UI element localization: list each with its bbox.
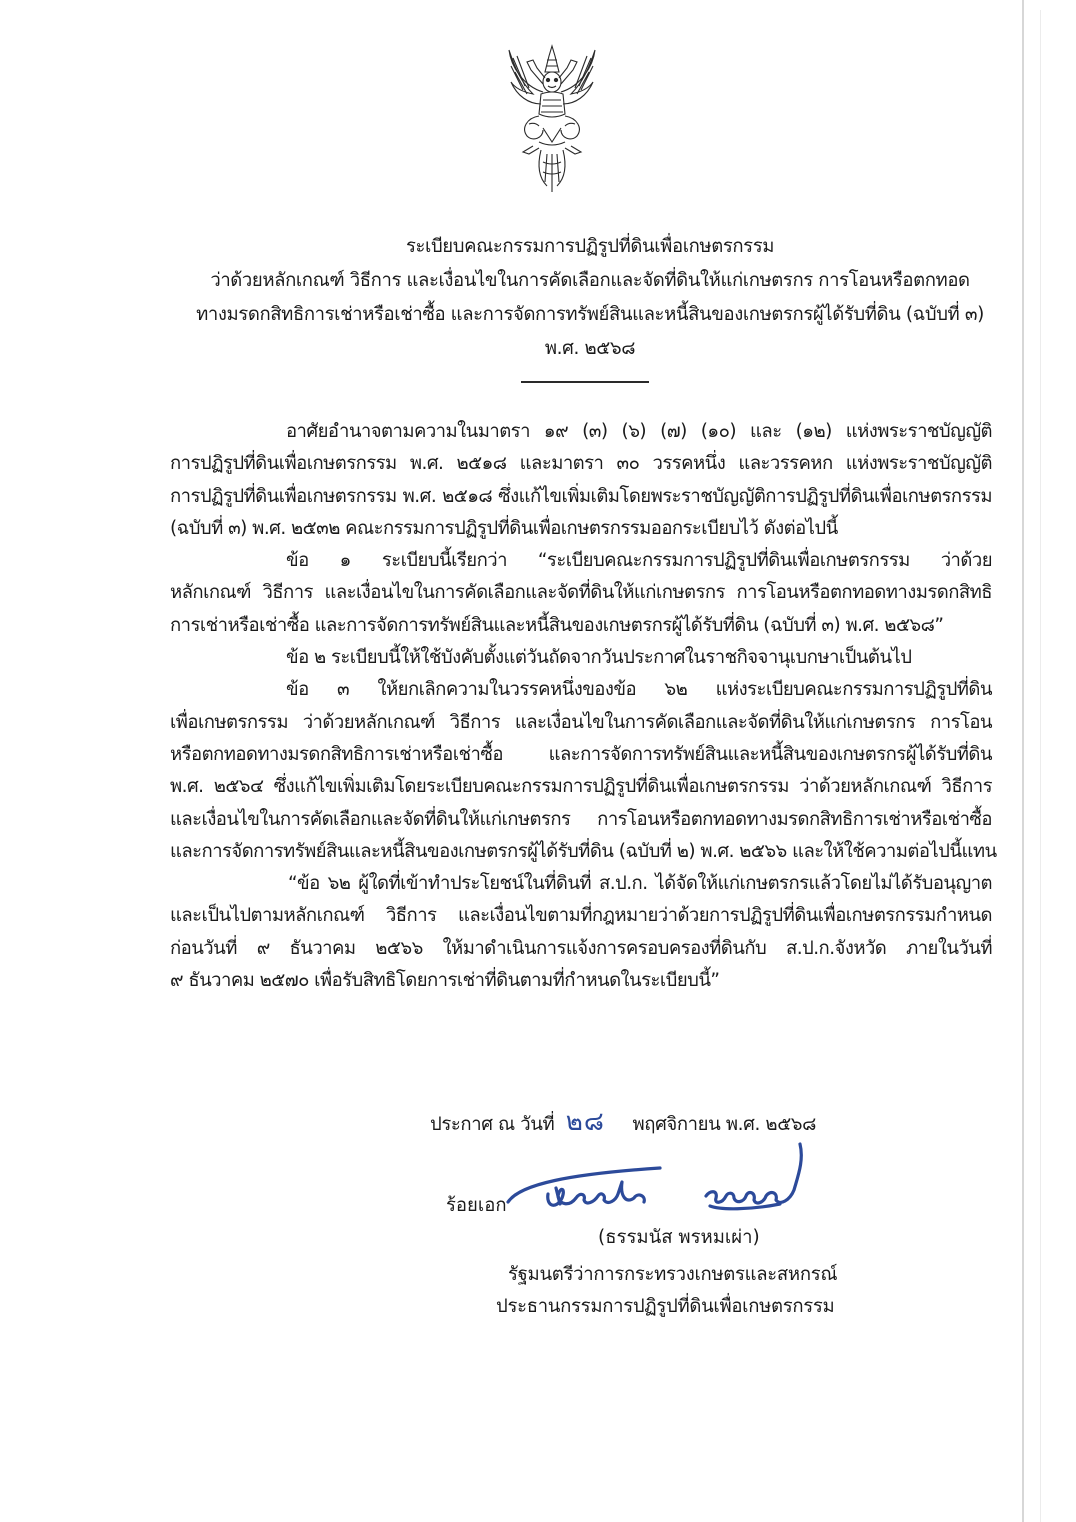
- preamble-line: การปฏิรูปที่ดินเพื่อเกษตรกรรม พ.ศ. ๒๕๑๘ ซึ่งแก้ไขเพิ่มเติมโดยพระราชบัญญัติการปฏิรูปที่ดินเพื่อเกษตรกรรม: [170, 485, 992, 507]
- clause-3-line: หรือตกทอดทางมรดกสิทธิการเช่าหรือเช่าซื้อ และการจัดการทรัพย์สินและหนี้สินของเกษตรกรผู้ได้รับที่ดิน: [170, 743, 992, 765]
- quoted-clause-line: ก่อนวันที่ ๙ ธันวาคม ๒๕๖๖ ให้มาดำเนินการแจ้งการครอบครองที่ดินกับ ส.ป.ก.จังหวัด ภายในวันที่: [170, 937, 992, 959]
- scan-page-edge: [1022, 0, 1024, 1522]
- signatory-position-chairman: ประธานกรรมการปฏิรูปที่ดินเพื่อเกษตรกรรม: [496, 1296, 835, 1317]
- clause-3-line: และการจัดการทรัพย์สินและหนี้สินของเกษตรกรผู้ได้รับที่ดิน (ฉบับที่ ๒) พ.ศ. ๒๕๖๖ และให้ใช้ความต่อไปนี้แทน: [170, 840, 997, 862]
- signatory-position-minister: รัฐมนตรีว่าการกระทรวงเกษตรและสหกรณ์: [508, 1264, 838, 1285]
- quoted-clause-line: “ข้อ ๖๒ ผู้ใดที่เข้าทำประโยชน์ในที่ดินที่ ส.ป.ก. ได้จัดให้แก่เกษตรกรแล้วโดยไม่ได้รับอนุญาต: [288, 873, 992, 895]
- clause-3: [170, 674, 997, 868]
- title-year: พ.ศ. ๒๕๖๘: [544, 338, 636, 359]
- title-line-1: ระเบียบคณะกรรมการปฏิรูปที่ดินเพื่อเกษตรกรรม: [405, 236, 775, 257]
- document-title: [150, 230, 1030, 366]
- announcement-month-year: พฤศจิกายน พ.ศ. ๒๕๖๘: [632, 1114, 817, 1135]
- announcement-prefix: ประกาศ ณ วันที่: [430, 1114, 555, 1135]
- announcement-day-handwritten: ๒๘: [565, 1107, 605, 1137]
- quoted-clause-62: [170, 868, 992, 997]
- signatory-rank: ร้อยเอก: [446, 1195, 507, 1216]
- signatory-name: (ธรรมนัส พรหมเผ่า): [598, 1227, 760, 1248]
- scan-page-edge-secondary: [1040, 10, 1041, 1522]
- clause-2-line: ข้อ ๒ ระเบียบนี้ให้ใช้บังคับตั้งแต่วันถัดจากวันประกาศในราชกิจจานุเบกษาเป็นต้นไป: [286, 647, 912, 669]
- preamble-line: การปฏิรูปที่ดินเพื่อเกษตรกรรม พ.ศ. ๒๕๑๘ และมาตรา ๓๐ วรรคหนึ่ง และวรรคหก แห่งพระราชบัญญัติ: [170, 453, 992, 475]
- garuda-emblem-icon: [503, 42, 601, 202]
- clause-3-line: พ.ศ. ๒๕๖๔ ซึ่งแก้ไขเพิ่มเติมโดยระเบียบคณะกรรมการปฏิรูปที่ดินเพื่อเกษตรกรรม ว่าด้วยหลักเกณฑ์ วิธีการ: [170, 776, 992, 798]
- clause-3-line: ข้อ ๓ ให้ยกเลิกความในวรรคหนึ่งของข้อ ๖๒ แห่งระเบียบคณะกรรมการปฏิรูปที่ดิน: [286, 679, 992, 701]
- document-body: [170, 416, 997, 997]
- quoted-clause-line: และเป็นไปตามหลักเกณฑ์ วิธีการ และเงื่อนไขตามที่กฎหมายว่าด้วยการปฏิรูปที่ดินเพื่อเกษตรกรรมกำหนด: [170, 905, 992, 927]
- announcement-date: [430, 1105, 816, 1142]
- clause-1-line: การเช่าหรือเช่าซื้อ และการจัดการทรัพย์สินและหนี้สินของเกษตรกรผู้ได้รับที่ดิน (ฉบับที่ ๓) พ.ศ. ๒๕๖๘”: [170, 614, 944, 636]
- preamble-line: (ฉบับที่ ๓) พ.ศ. ๒๕๓๒ คณะกรรมการปฏิรูปที่ดินเพื่อเกษตรกรรมออกระเบียบไว้ ดังต่อไปนี้: [170, 517, 838, 539]
- clause-1-line: หลักเกณฑ์ วิธีการ และเงื่อนไขในการคัดเลือกและจัดที่ดินให้แก่เกษตรกร การโอนหรือตกทอดทางมรดกสิทธิ: [170, 582, 992, 604]
- clause-1-line: ข้อ ๑ ระเบียบนี้เรียกว่า “ระเบียบคณะกรรมการปฏิรูปที่ดินเพื่อเกษตรกรรม ว่าด้วย: [286, 550, 992, 572]
- title-line-2: ว่าด้วยหลักเกณฑ์ วิธีการ และเงื่อนไขในการคัดเลือกและจัดที่ดินให้แก่เกษตรกร การโอนหรือตกทอด: [210, 270, 970, 291]
- clause-2: [170, 642, 992, 674]
- quoted-clause-line: ๙ ธันวาคม ๒๕๗๐ เพื่อรับสิทธิโดยการเช่าที่ดินตามที่กำหนดในระเบียบนี้”: [170, 970, 720, 992]
- clause-3-line: และเงื่อนไขในการคัดเลือกและจัดที่ดินให้แก่เกษตรกร การโอนหรือตกทอดทางมรดกสิทธิการเช่าหรือเช่าซื้อ: [170, 808, 992, 830]
- preamble-line: อาศัยอำนาจตามความในมาตรา ๑๙ (๓) (๖) (๗) (๑๐) และ (๑๒) แห่งพระราชบัญญัติ: [286, 421, 992, 442]
- clause-1: [170, 545, 992, 642]
- preamble-paragraph: [170, 416, 992, 545]
- title-divider: [521, 381, 649, 383]
- clause-3-line: เพื่อเกษตรกรรม ว่าด้วยหลักเกณฑ์ วิธีการ และเงื่อนไขในการคัดเลือกและจัดที่ดินให้แก่เกษตรกร การโอน: [170, 711, 992, 733]
- title-line-3: ทางมรดกสิทธิการเช่าหรือเช่าซื้อ และการจัดการทรัพย์สินและหนี้สินของเกษตรกรผู้ได้รับที่ดิน (ฉบับที่ ๓): [196, 304, 984, 325]
